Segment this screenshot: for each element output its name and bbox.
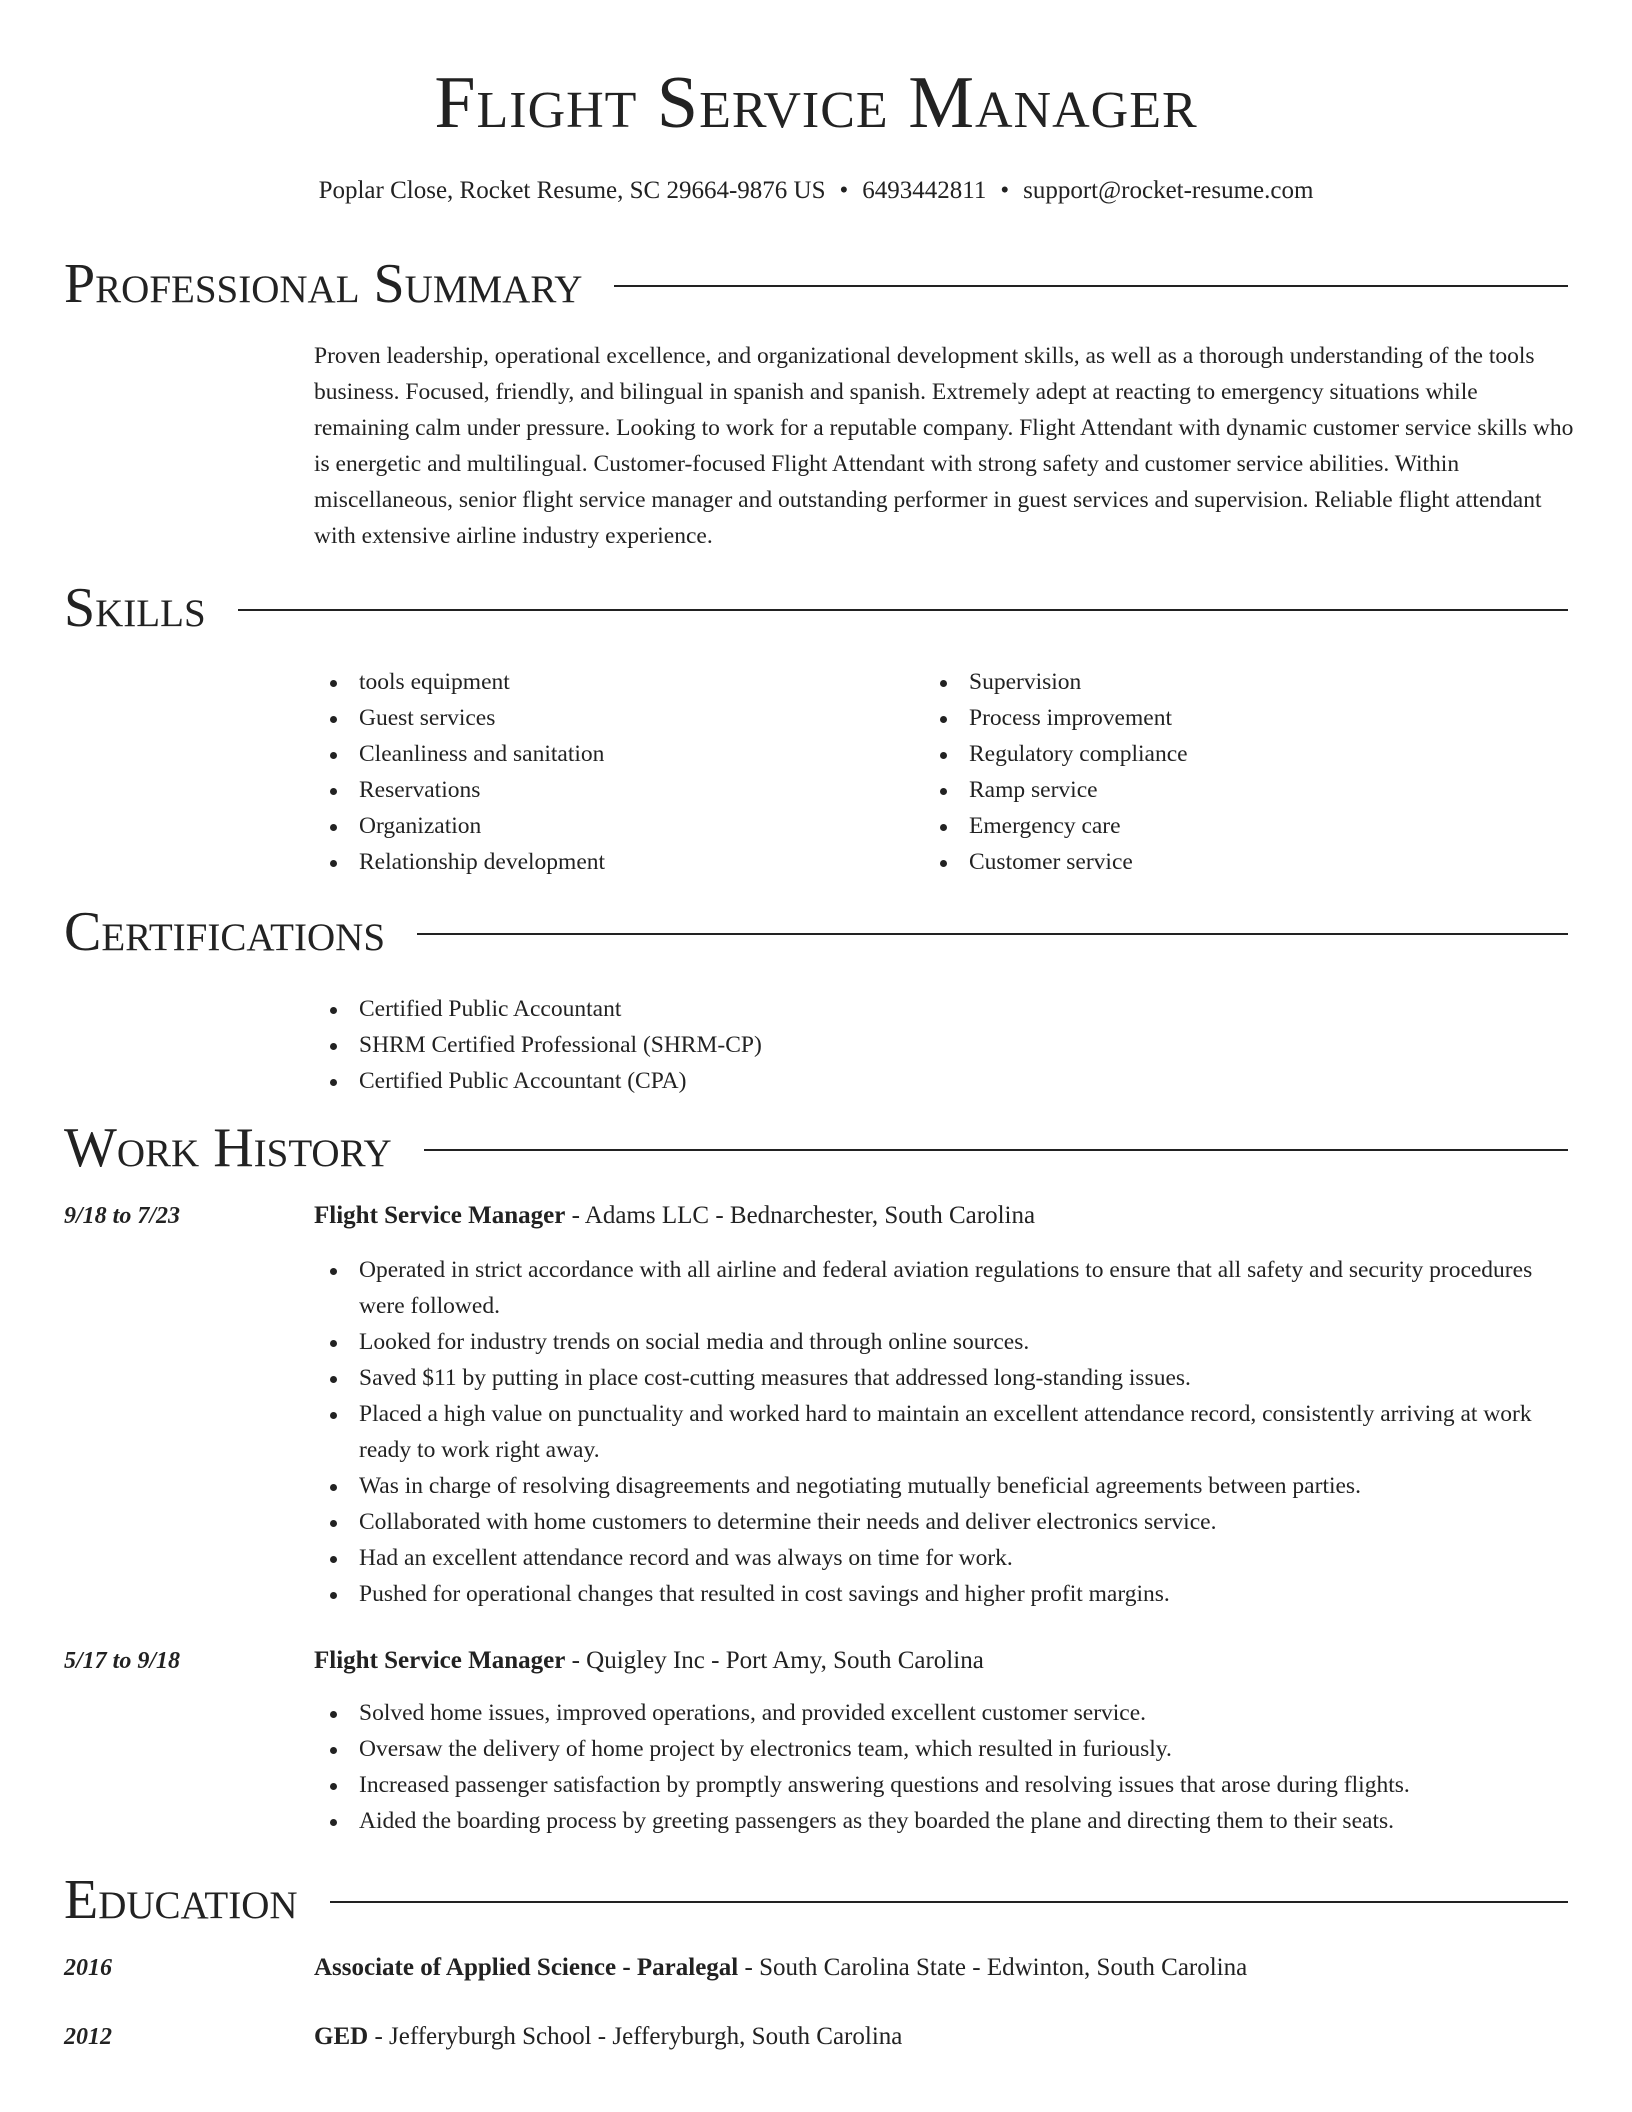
certifications-section-header	[64, 900, 1568, 964]
job-employer: - Quigley Inc - Port Amy, South Carolina	[565, 1647, 984, 1674]
job-bullet: Looked for industry trends on social media and through online sources.	[314, 1324, 1576, 1360]
skill-item: Cleanliness and sanitation	[314, 736, 914, 772]
job-bullet: Had an excellent attendance record and was always on time for work.	[314, 1540, 1576, 1576]
skill-item: Guest services	[314, 700, 914, 736]
job-bullet: Pushed for operational changes that resulted in cost savings and higher profit margins.	[314, 1576, 1576, 1612]
section-divider	[614, 285, 1568, 287]
section-divider	[417, 933, 1568, 935]
work-section-header	[64, 1116, 1568, 1180]
section-divider	[424, 1149, 1568, 1151]
job-bullet: Increased passenger satisfaction by promptly answering questions and resolving issues that arose during flights.	[314, 1767, 1576, 1803]
skills-left-list	[314, 664, 914, 880]
section-divider	[238, 609, 1568, 611]
skills-right-list	[924, 664, 1524, 880]
summary-heading: Professional Summary	[64, 253, 583, 315]
certifications-heading: Certifications	[64, 901, 386, 963]
work-heading: Work History	[64, 1117, 392, 1179]
job-bullets	[314, 1252, 1576, 1612]
certifications-list-wrap	[314, 991, 1514, 1099]
job-title: Flight Service Manager	[314, 1647, 566, 1674]
contact-email: support@rocket-resume.com	[1023, 177, 1314, 204]
contact-address: Poplar Close, Rocket Resume, SC 29664-9876 US	[318, 177, 826, 204]
job-heading	[314, 1643, 984, 1679]
job-title: Flight Service Manager	[314, 1202, 566, 1229]
skills-right-column	[924, 664, 1524, 880]
job-bullets	[314, 1695, 1576, 1839]
education-entry	[314, 2019, 902, 2055]
contact-separator: •	[1000, 177, 1010, 204]
job-bullet: Aided the boarding process by greeting passengers as they boarded the plane and directing them to their seats.	[314, 1803, 1576, 1839]
job-bullets-wrap	[314, 1695, 1576, 1839]
contact-line	[0, 174, 1632, 208]
job-bullet: Oversaw the delivery of home project by electronics team, which resulted in furiously.	[314, 1731, 1576, 1767]
skill-item: Ramp service	[924, 772, 1524, 808]
skills-heading: Skills	[64, 577, 206, 639]
certification-item: SHRM Certified Professional (SHRM-CP)	[314, 1027, 1514, 1063]
education-degree: Associate of Applied Science - Paralegal	[314, 1954, 739, 1981]
skill-item: Emergency care	[924, 808, 1524, 844]
contact-separator: •	[839, 177, 849, 204]
job-bullet: Operated in strict accordance with all airline and federal aviation regulations to ensure that all safety and security procedures were followed.	[314, 1252, 1576, 1324]
skill-item: Regulatory compliance	[924, 736, 1524, 772]
skill-item: tools equipment	[314, 664, 914, 700]
job-dates: 5/17 to 9/18	[64, 1648, 181, 1674]
job-bullet: Collaborated with home customers to determine their needs and deliver electronics service.	[314, 1504, 1576, 1540]
skill-item: Organization	[314, 808, 914, 844]
education-year: 2012	[64, 2024, 112, 2050]
job-bullets-wrap	[314, 1252, 1576, 1612]
education-school: - South Carolina State - Edwinton, South Carolina	[738, 1954, 1248, 1981]
skill-item: Customer service	[924, 844, 1524, 880]
education-school: - Jefferyburgh School - Jefferyburgh, South Carolina	[368, 2023, 903, 2050]
certification-item: Certified Public Accountant	[314, 991, 1514, 1027]
job-employer: - Adams LLC - Bednarchester, South Carolina	[565, 1202, 1036, 1229]
summary-section-header	[64, 252, 1568, 316]
certification-item: Certified Public Accountant (CPA)	[314, 1063, 1514, 1099]
contact-phone: 6493442811	[862, 177, 987, 204]
skills-left-column	[314, 664, 914, 880]
certifications-list	[314, 991, 1514, 1099]
education-degree: GED	[314, 2023, 369, 2050]
summary-text: Proven leadership, operational excellence, and organizational development skills, as well as a thorough understanding of the tools business. Focused, friendly, and bilingual in spanish and spanish. Extremely adept at reacting to emergency situations while remaining calm under pressure. Looking to work for a reputable company. Flight Attendant with dynamic customer service skills who is energetic and multilingual. Customer-focused Flight Attendant with strong safety and customer service abilities. Within miscellaneous, senior flight service manager and outstanding performer in guest services and supervision. Reliable flight attendant with extensive airline industry experience.	[314, 343, 1574, 549]
education-section-header	[64, 1868, 1568, 1932]
job-bullet: Saved $11 by putting in place cost-cutting measures that addressed long-standing issues.	[314, 1360, 1576, 1396]
job-heading	[314, 1198, 1035, 1234]
job-bullet: Placed a high value on punctuality and worked hard to maintain an excellent attendance record, consistently arriving at work ready to work right away.	[314, 1396, 1576, 1468]
education-heading: Education	[64, 1869, 298, 1931]
education-year: 2016	[64, 1955, 112, 1981]
section-divider	[330, 1901, 1568, 1903]
skill-item: Supervision	[924, 664, 1524, 700]
education-entry	[314, 1950, 1247, 1986]
skill-item: Process improvement	[924, 700, 1524, 736]
job-bullet: Solved home issues, improved operations, and provided excellent customer service.	[314, 1695, 1576, 1731]
candidate-name: Flight Service Manager	[434, 62, 1198, 144]
skill-item: Relationship development	[314, 844, 914, 880]
skill-item: Reservations	[314, 772, 914, 808]
job-bullet: Was in charge of resolving disagreements and negotiating mutually beneficial agreements between parties.	[314, 1468, 1576, 1504]
skills-section-header	[64, 576, 1568, 640]
job-dates: 9/18 to 7/23	[64, 1203, 181, 1229]
